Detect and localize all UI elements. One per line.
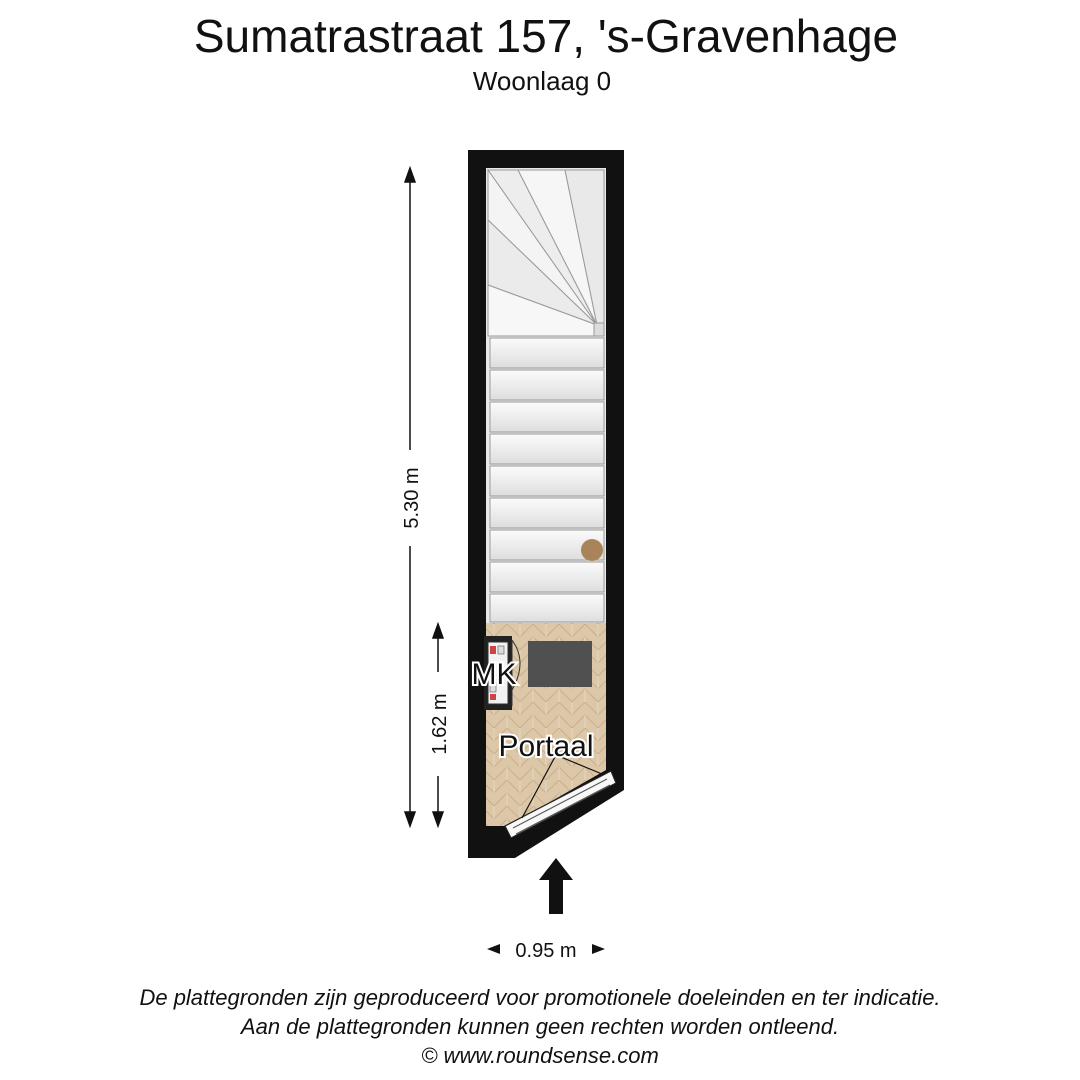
page-title: Sumatrastraat 157, 's-Gravenhage	[193, 10, 899, 62]
straight-stairs	[490, 338, 604, 622]
disclaimer-line-1: De plattegronden zijn geproduceerd voor promotionele doeleinden en ter indicatie.	[139, 985, 941, 1010]
entrance-arrow-icon	[539, 858, 573, 914]
portal-label: Portaal	[498, 730, 594, 763]
disclaimer-line-2: Aan de plattegronden kunnen geen rechten worden ontleend.	[240, 1014, 840, 1039]
copyright-line: © www.roundsense.com	[421, 1043, 659, 1068]
total-length-label: 5.30 m	[401, 467, 423, 529]
portal-length-label: 1.62 m	[429, 693, 451, 755]
winder-stairs	[488, 170, 604, 336]
newel-post	[581, 539, 603, 561]
doormat	[528, 641, 592, 687]
meter-cupboard-label: MK	[471, 658, 517, 691]
width-label: 0.95 m	[515, 940, 577, 962]
floor-level-subtitle: Woonlaag 0	[472, 66, 612, 96]
